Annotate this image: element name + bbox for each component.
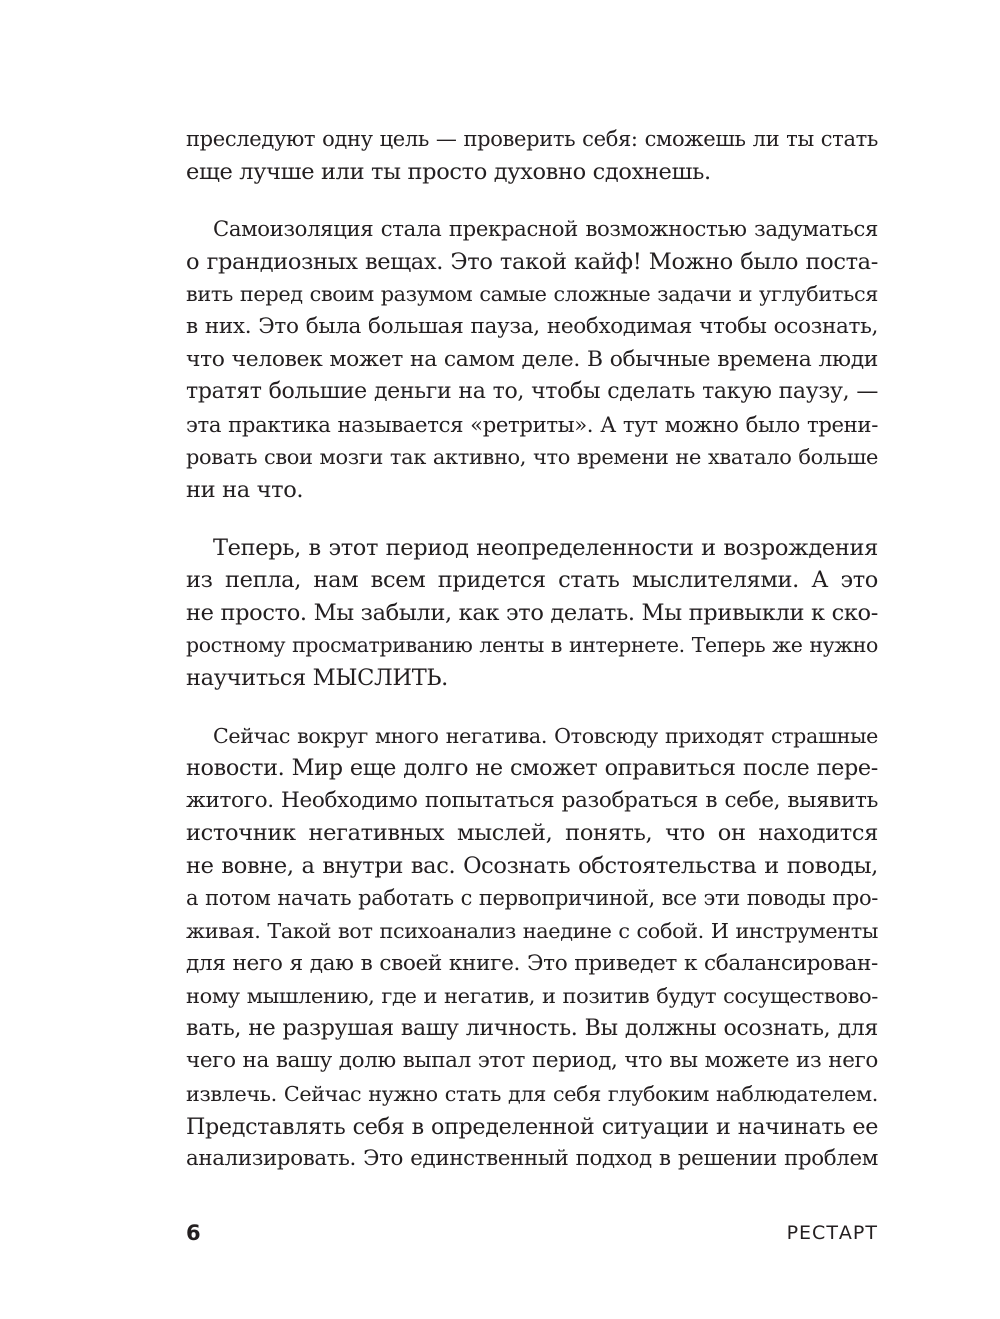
page-number: 6 [186, 1221, 201, 1245]
text-line: живая. Такой вот психоанализ наедине с собой. И инструменты [186, 919, 878, 944]
text-line: тратят большие деньги на то, чтобы сделать такую паузу, — [186, 379, 878, 405]
text-line: еще лучше или ты просто духовно сдохнешь. [186, 158, 711, 185]
text-line: не просто. Мы забыли, как это делать. Мы привыкли к ско- [186, 599, 878, 626]
text-line: о грандиозных вещах. Это такой кайф! Можно было поста- [186, 248, 878, 275]
text-line: Теперь, в этот период неопределенности и возрождения [213, 534, 878, 561]
text-line: не вовне, а внутри вас. Осознать обстоятельства и поводы, [186, 852, 878, 879]
paragraph-3 [186, 532, 878, 695]
text-line: вать, не разрушая вашу личность. Вы должны осознать, для [186, 1015, 878, 1041]
text-line: Самоизоляция стала прекрасной возможностью задуматься [213, 216, 878, 242]
text-line: а потом начать работать с первопричиной, все эти поводы про- [186, 886, 878, 911]
text-line: эта практика называется «ретриты». А тут можно было трени- [186, 411, 878, 437]
paragraph-4 [186, 720, 878, 1176]
text-line: для него я даю в своей книге. Это приведет к сбалансирован- [186, 950, 878, 976]
text-line: ному мышлению, где и негатив, и позитив будут сосуществово- [186, 984, 878, 1009]
page-footer [186, 1218, 878, 1248]
text-line: ни на что. [186, 476, 304, 503]
text-line: ровать свои мозги так активно, что времени не хватало больше [186, 445, 878, 470]
text-line: ростному просматриванию ленты в интернете. Теперь же нужно [186, 633, 878, 658]
text-line: научиться МЫСЛИТЬ. [186, 664, 448, 691]
text-line: чего на вашу долю выпал этот период, что вы можете из него [186, 1048, 878, 1074]
paragraph-2 [186, 213, 878, 506]
text-line: Представлять себя в определенной ситуации и начинать ее [186, 1113, 878, 1140]
text-line: житого. Необходимо попытаться разобраться в себе, выявить [186, 787, 878, 813]
paragraph-1 [186, 123, 878, 188]
text-line: анализировать. Это единственный подход в решении проблем [186, 1146, 878, 1172]
text-line: из пепла, нам всем придется стать мыслителями. А это [186, 567, 878, 594]
text-line: вить перед своим разумом самые сложные задачи и углубиться [186, 282, 878, 307]
text-line: в них. Это была большая пауза, необходимая чтобы осознать, [186, 313, 878, 339]
text-line: новости. Мир еще долго не сможет оправиться после пере- [186, 755, 878, 782]
text-line: извлечь. Сейчас нужно стать для себя глубоким наблюдателем. [186, 1082, 878, 1107]
text-line: преследуют одну цель — проверить себя: сможешь ли ты стать [186, 126, 878, 151]
text-line: что человек может на самом деле. В обычные времена люди [186, 346, 878, 372]
text-line: Сейчас вокруг много негатива. Отовсюду приходят страшные [213, 723, 878, 748]
text-line: источник негативных мыслей, понять, что он находится [186, 820, 878, 847]
body-text [186, 123, 878, 1176]
running-head-book-title: РЕСТАРТ [786, 1222, 878, 1244]
